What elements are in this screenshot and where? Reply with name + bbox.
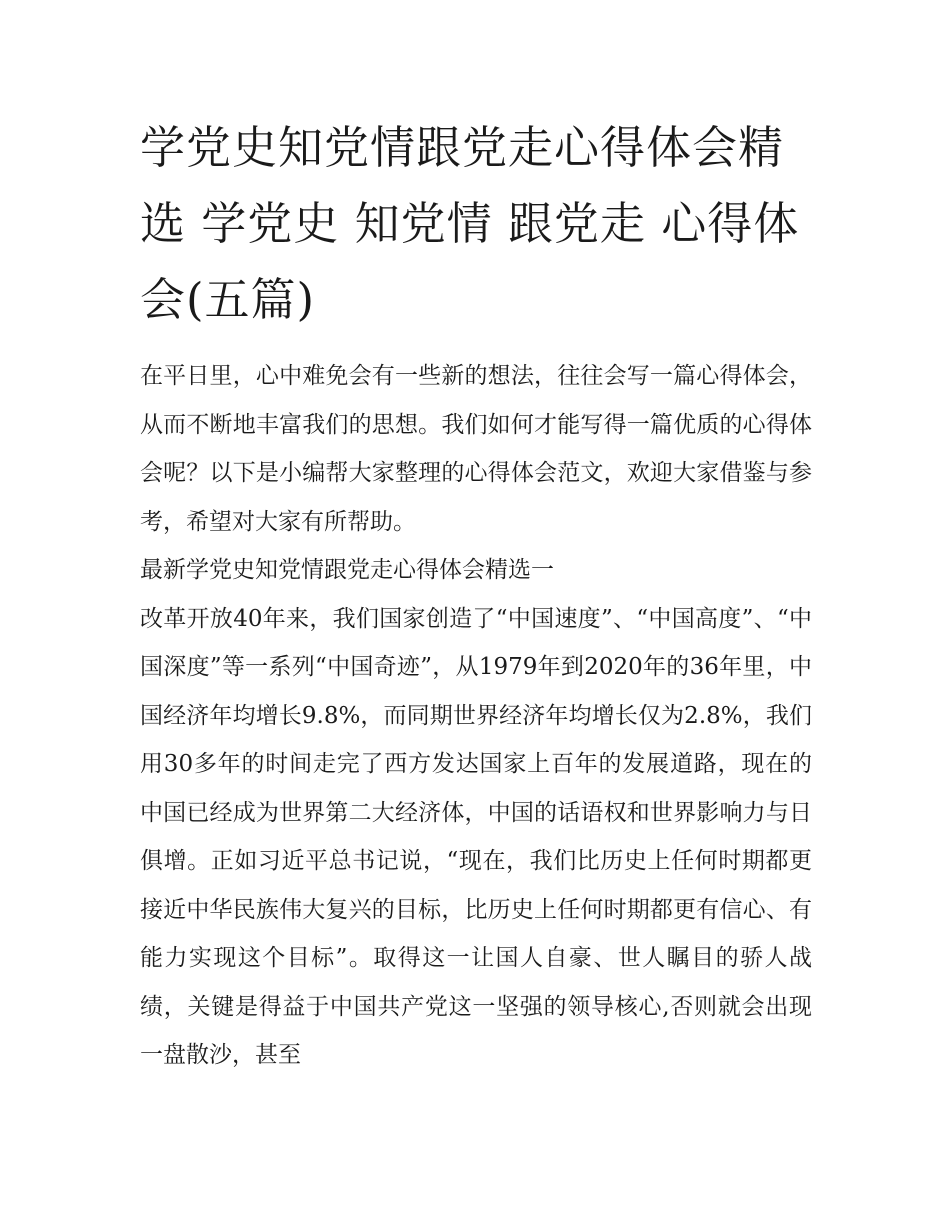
intro-paragraph: 在平日里，心中难免会有一些新的想法，往往会写一篇心得体会，从而不断地丰富我们的思想。我们如何才能写得一篇优质的心得体会呢？以下是小编帮大家整理的心得体会范文，欢迎大家借鉴与参考，希望对大家有所帮助。 <box>140 363 812 535</box>
document-content <box>140 110 812 1080</box>
document-title: 学党史知党情跟党走心得体会精选 学党史 知党情 跟党走 心得体会(五篇) <box>140 121 800 326</box>
body-paragraph: 改革开放40年来，我们国家创造了“中国速度”、“中国高度”、“中国深度”等一系列“中国奇迹”，从1979年到2020年的36年里，中国经济年均增长9.8%，而同期世界经济年均增长仅为2.8%，我们用30多年的时间走完了西方发达国家上百年的发展道路，现在的中国已经成为世界第二大经济体，中国的话语权和世界影响力与日俱增。正如习近平总书记说，“现在，我们比历史上任何时期都更接近中华民族伟大复兴的目标，比历史上任何时期都更有信心、有能力实现这个目标”。取得这一让国人自豪、世人瞩目的骄人战绩，关键是得益于中国共产党这一坚强的领导核心,否则就会出现一盘散沙，甚至 <box>140 605 812 1068</box>
section-heading: 最新学党史知党情跟党走心得体会精选一 <box>140 557 554 583</box>
